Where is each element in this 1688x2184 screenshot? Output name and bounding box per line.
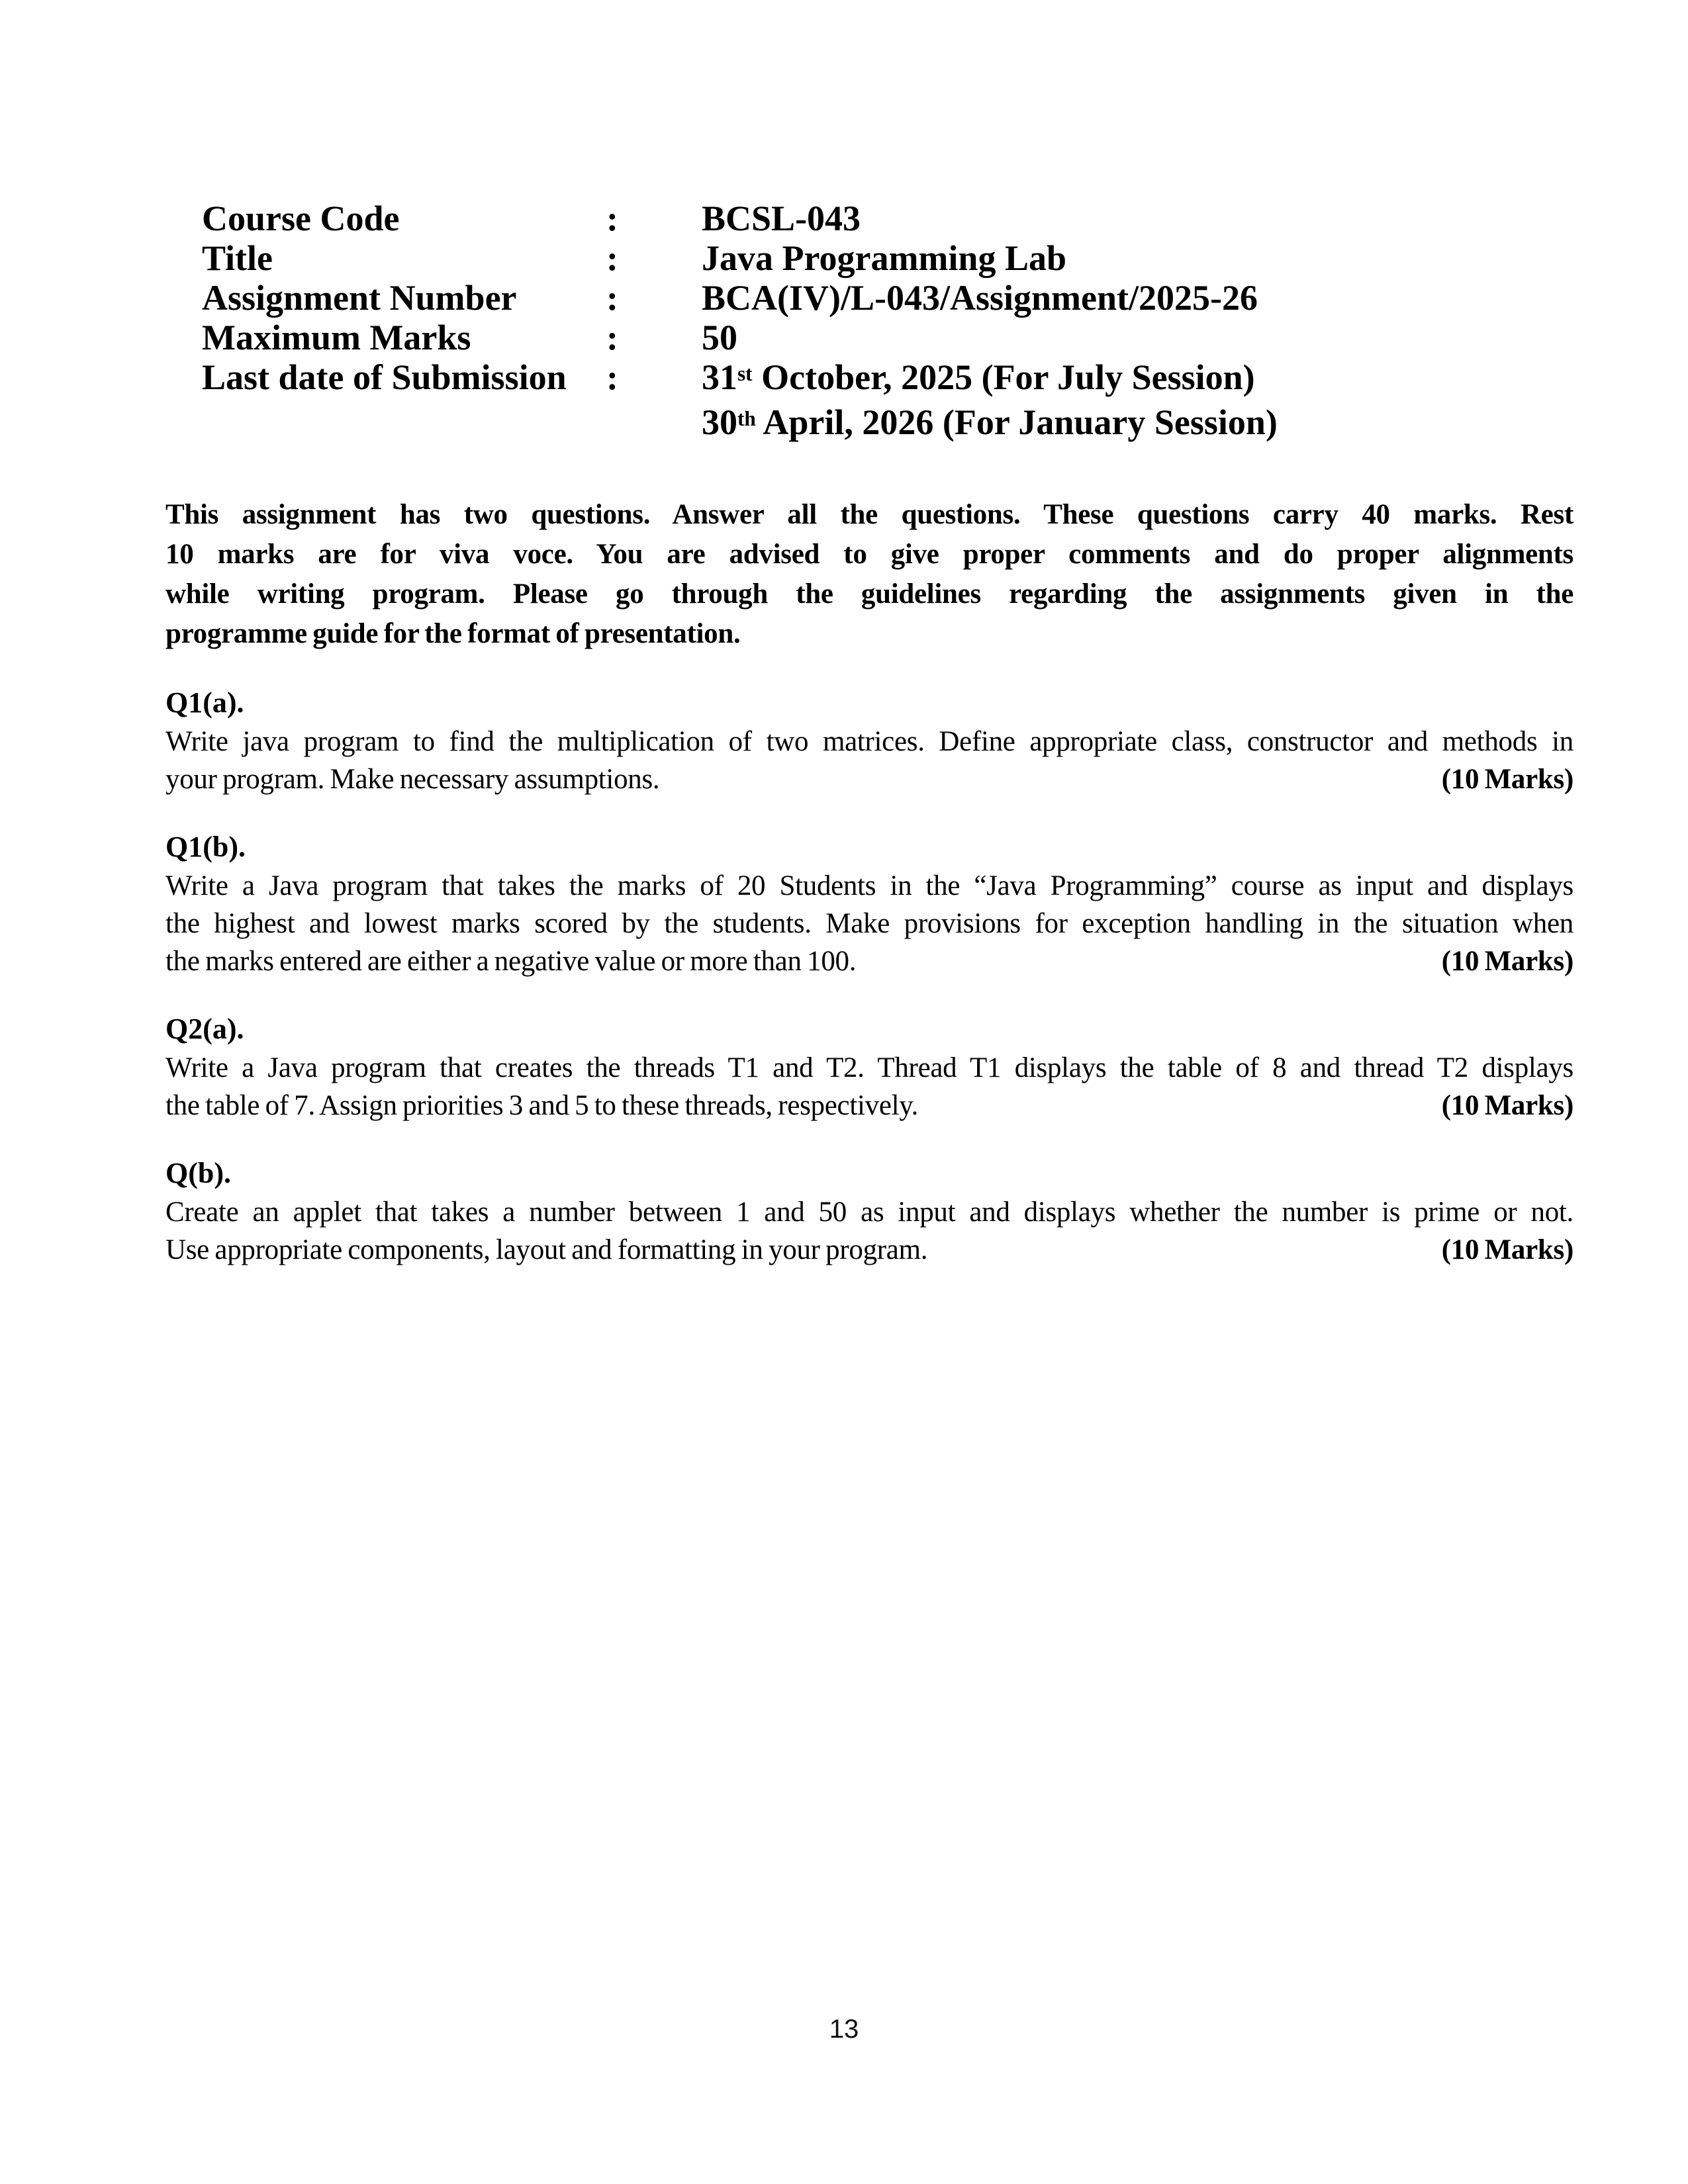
header-value-line: BCA(IV)/L-043/Assignment/2025-26 [702,278,1258,318]
ordinal-superscript: th [737,406,756,430]
header-row [202,238,1573,278]
question-last-text: the table of 7. Assign priorities 3 and 5 to these threads, respectively. [165,1090,919,1121]
header-value-line: 31st October, 2025 (For July Session) [702,357,1255,397]
header-value [702,238,1573,278]
question-last-text: the marks entered are either a negative value or more than 100. [165,946,857,977]
header-row [202,199,1573,238]
question-heading: Q1(a). [165,686,244,719]
header-label: Maximum Marks [202,318,471,357]
header-value-line: BCSL-043 [702,199,861,238]
header-colon: : [606,278,618,318]
header-colon: : [606,199,618,238]
question-body [165,867,1573,980]
header-value-line: 50 [702,318,737,357]
question-heading: Q(b). [165,1157,231,1189]
question-line: Write a Java program that takes the marks of 20 Students in the “Java Programming” course as input and displays [165,870,1573,901]
intro-line: programme guide for the format of presentation. [165,618,741,649]
questions-section [165,683,1573,1269]
marks-label: (10 Marks) [1441,1234,1573,1265]
question-heading: Q2(a). [165,1013,244,1045]
question-line: Create an applet that takes a number between 1 and 50 as input and displays whether the number is prime or not. [165,1197,1573,1228]
intro-line: 10 marks are for viva voce. You are advised to give proper comments and do proper alignments [165,539,1573,570]
document-content [165,0,1573,1269]
marks-label: (10 Marks) [1441,946,1573,977]
header-value [702,199,1573,238]
question-block [165,1009,1573,1124]
intro-line: while writing program. Please go through the guidelines regarding the assignments given in the [165,578,1573,610]
header-row [202,318,1573,357]
header-value-line: Java Programming Lab [702,238,1066,278]
question-last-text: Use appropriate components, layout and formatting in your program. [165,1234,928,1265]
header-value [702,318,1573,357]
question-block [165,683,1573,798]
question-last-text: your program. Make necessary assumptions. [165,764,660,795]
question-body [165,1049,1573,1124]
header-row [202,357,1573,447]
header-value-line: 30th April, 2026 (For January Session) [702,402,1278,442]
header-colon: : [606,357,618,397]
header-label: Title [202,238,273,278]
intro-line: This assignment has two questions. Answer all the questions. These questions carry 40 marks. Rest [165,499,1573,530]
question-line: Write java program to find the multiplication of two matrices. Define appropriate class, constructor and methods in [165,726,1573,757]
header-colon: : [606,318,618,357]
question-body [165,1193,1573,1269]
question-heading: Q1(b). [165,831,246,863]
header-value [702,278,1573,318]
question-block [165,827,1573,980]
marks-label: (10 Marks) [1441,764,1573,795]
question-block [165,1154,1573,1269]
question-last-line [165,1231,1573,1269]
course-info-table [202,199,1573,447]
header-label: Last date of Submission [202,357,567,397]
header-row [202,278,1573,318]
question-line: the highest and lowest marks scored by the students. Make provisions for exception handling in the situation when [165,908,1573,939]
question-last-line [165,1087,1573,1124]
assignment-instructions-paragraph [165,495,1573,654]
ordinal-superscript: st [737,361,753,385]
marks-label: (10 Marks) [1441,1090,1573,1121]
question-last-line [165,760,1573,798]
question-body [165,723,1573,798]
header-colon: : [606,238,618,278]
header-label: Course Code [202,199,400,238]
question-line: Write a Java program that creates the threads T1 and T2. Thread T1 displays the table of 8 and thread T2 displays [165,1052,1573,1083]
page-number: 13 [829,2015,859,2044]
question-last-line [165,942,1573,980]
header-label: Assignment Number [202,278,517,318]
header-value [702,357,1573,447]
